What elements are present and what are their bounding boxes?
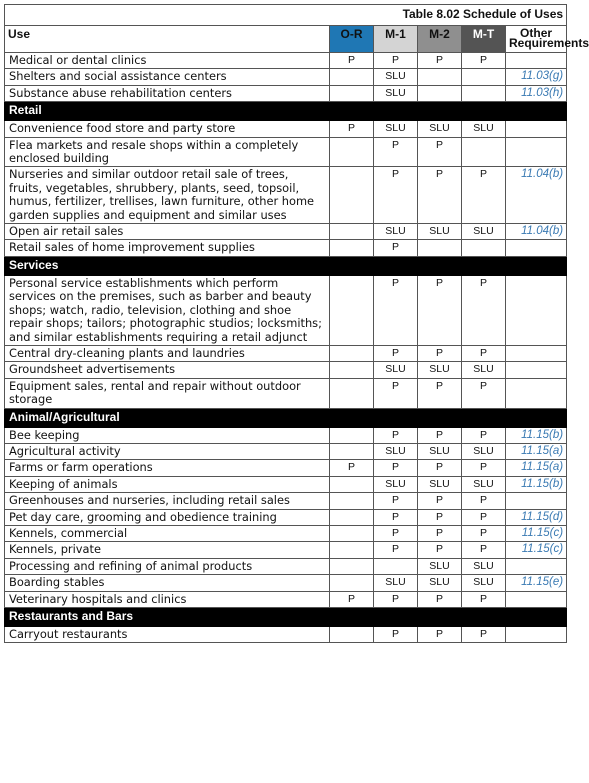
use-cell: Retail sales of home improvement supplies	[5, 240, 330, 256]
section-header-row	[5, 256, 567, 275]
or-cell	[330, 69, 374, 85]
m1-cell: P	[374, 460, 418, 476]
other-requirements-cell	[506, 275, 567, 345]
use-cell: Flea markets and resale shops within a completely enclosed building	[5, 137, 330, 167]
m2-cell	[418, 69, 462, 85]
or-cell	[330, 493, 374, 509]
m2-cell: SLU	[418, 558, 462, 574]
other-requirements-cell[interactable]: 11.15(b)	[506, 427, 567, 443]
m1-cell: P	[374, 345, 418, 361]
other-requirements-cell	[506, 53, 567, 69]
mt-cell	[462, 85, 506, 101]
column-header-row	[5, 26, 567, 53]
mt-cell: P	[462, 591, 506, 607]
or-cell: P	[330, 460, 374, 476]
or-cell: P	[330, 591, 374, 607]
header-or: O-R	[330, 26, 374, 53]
or-cell	[330, 345, 374, 361]
or-cell	[330, 509, 374, 525]
other-requirements-cell	[506, 137, 567, 167]
other-requirements-cell[interactable]: 11.15(a)	[506, 460, 567, 476]
m2-cell: P	[418, 53, 462, 69]
or-cell	[330, 542, 374, 558]
m1-cell: SLU	[374, 121, 418, 137]
other-requirements-cell	[506, 240, 567, 256]
mt-cell: SLU	[462, 224, 506, 240]
mt-cell: SLU	[462, 443, 506, 459]
use-cell: Shelters and social assistance centers	[5, 69, 330, 85]
table-row	[5, 443, 567, 459]
or-cell	[330, 224, 374, 240]
use-cell: Pet day care, grooming and obedience training	[5, 509, 330, 525]
table-row	[5, 53, 567, 69]
or-cell	[330, 167, 374, 224]
table-row	[5, 460, 567, 476]
m1-cell	[374, 558, 418, 574]
m2-cell: P	[418, 378, 462, 408]
header-other-requirements: Other Requirements	[506, 26, 567, 53]
other-requirements-cell[interactable]: 11.04(b)	[506, 224, 567, 240]
use-cell: Farms or farm operations	[5, 460, 330, 476]
table-row	[5, 362, 567, 378]
or-cell	[330, 575, 374, 591]
m2-cell: P	[418, 427, 462, 443]
table-row	[5, 558, 567, 574]
use-cell: Kennels, private	[5, 542, 330, 558]
m2-cell: SLU	[418, 362, 462, 378]
mt-cell: P	[462, 167, 506, 224]
m2-cell: P	[418, 627, 462, 643]
table-row	[5, 575, 567, 591]
table-row	[5, 476, 567, 492]
m2-cell: P	[418, 509, 462, 525]
m2-cell: P	[418, 345, 462, 361]
m2-cell: P	[418, 275, 462, 345]
m1-cell: P	[374, 591, 418, 607]
table-row	[5, 591, 567, 607]
m1-cell: P	[374, 53, 418, 69]
mt-cell: P	[462, 275, 506, 345]
m2-cell: SLU	[418, 575, 462, 591]
m1-cell: P	[374, 427, 418, 443]
use-cell: Open air retail sales	[5, 224, 330, 240]
m2-cell: P	[418, 493, 462, 509]
mt-cell: P	[462, 525, 506, 541]
m2-cell: P	[418, 591, 462, 607]
mt-cell: P	[462, 378, 506, 408]
section-label: Animal/Agricultural	[5, 408, 567, 427]
other-requirements-cell[interactable]: 11.03(h)	[506, 85, 567, 101]
table-row	[5, 121, 567, 137]
mt-cell: P	[462, 542, 506, 558]
section-header-row	[5, 608, 567, 627]
other-requirements-cell[interactable]: 11.15(d)	[506, 509, 567, 525]
table-row	[5, 167, 567, 224]
m2-cell	[418, 85, 462, 101]
other-requirements-cell[interactable]: 11.15(a)	[506, 443, 567, 459]
use-cell: Greenhouses and nurseries, including retail sales	[5, 493, 330, 509]
m2-cell: P	[418, 542, 462, 558]
m2-cell: SLU	[418, 224, 462, 240]
use-cell: Kennels, commercial	[5, 525, 330, 541]
other-requirements-cell[interactable]: 11.04(b)	[506, 167, 567, 224]
m1-cell: P	[374, 167, 418, 224]
header-m2: M-2	[418, 26, 462, 53]
or-cell	[330, 362, 374, 378]
table-body	[5, 53, 567, 643]
or-cell	[330, 427, 374, 443]
table-row	[5, 137, 567, 167]
use-cell: Substance abuse rehabilitation centers	[5, 85, 330, 101]
table-row	[5, 85, 567, 101]
use-cell: Agricultural activity	[5, 443, 330, 459]
or-cell	[330, 85, 374, 101]
mt-cell: P	[462, 627, 506, 643]
or-cell	[330, 558, 374, 574]
m2-cell: SLU	[418, 121, 462, 137]
m1-cell: P	[374, 378, 418, 408]
table-title: Table 8.02 Schedule of Uses	[5, 5, 567, 26]
other-requirements-cell	[506, 591, 567, 607]
or-cell	[330, 137, 374, 167]
other-requirements-cell	[506, 627, 567, 643]
section-header-row	[5, 102, 567, 121]
other-requirements-cell[interactable]: 11.15(c)	[506, 525, 567, 541]
or-cell: P	[330, 53, 374, 69]
or-cell: P	[330, 121, 374, 137]
other-requirements-cell	[506, 378, 567, 408]
m1-cell: P	[374, 542, 418, 558]
other-requirements-cell	[506, 362, 567, 378]
mt-cell: SLU	[462, 121, 506, 137]
other-requirements-cell	[506, 558, 567, 574]
other-requirements-cell[interactable]: 11.03(g)	[506, 69, 567, 85]
m2-cell: P	[418, 525, 462, 541]
mt-cell	[462, 69, 506, 85]
m1-cell: SLU	[374, 69, 418, 85]
table-row	[5, 275, 567, 345]
other-requirements-cell	[506, 345, 567, 361]
table-row	[5, 427, 567, 443]
or-cell	[330, 240, 374, 256]
use-cell: Central dry-cleaning plants and laundries	[5, 345, 330, 361]
mt-cell: P	[462, 53, 506, 69]
other-requirements-cell[interactable]: 11.15(c)	[506, 542, 567, 558]
or-cell	[330, 443, 374, 459]
m2-cell	[418, 240, 462, 256]
table-row	[5, 627, 567, 643]
m1-cell: P	[374, 525, 418, 541]
table-row	[5, 345, 567, 361]
m1-cell: SLU	[374, 85, 418, 101]
header-mt: M-T	[462, 26, 506, 53]
m1-cell: SLU	[374, 362, 418, 378]
m1-cell: P	[374, 240, 418, 256]
use-cell: Personal service establishments which perform services on the premises, such as barber and beauty shops; watch, radio, television, clothing and shoe repair shops; tailors; photographic studios; locksmiths; and similar establishments requiring a retail adjunct	[5, 275, 330, 345]
header-use: Use	[5, 26, 330, 53]
m2-cell: P	[418, 137, 462, 167]
mt-cell: P	[462, 427, 506, 443]
use-cell: Convenience food store and party store	[5, 121, 330, 137]
table-row	[5, 378, 567, 408]
use-cell: Carryout restaurants	[5, 627, 330, 643]
mt-cell	[462, 137, 506, 167]
m1-cell: SLU	[374, 224, 418, 240]
mt-cell: P	[462, 345, 506, 361]
use-cell: Equipment sales, rental and repair without outdoor storage	[5, 378, 330, 408]
use-cell: Processing and refining of animal products	[5, 558, 330, 574]
m1-cell: SLU	[374, 476, 418, 492]
table-row	[5, 542, 567, 558]
mt-cell	[462, 240, 506, 256]
use-cell: Medical or dental clinics	[5, 53, 330, 69]
mt-cell: P	[462, 493, 506, 509]
section-label: Services	[5, 256, 567, 275]
header-m1: M-1	[374, 26, 418, 53]
m1-cell: P	[374, 509, 418, 525]
table-row	[5, 509, 567, 525]
m1-cell: P	[374, 275, 418, 345]
section-label: Restaurants and Bars	[5, 608, 567, 627]
use-cell: Veterinary hospitals and clinics	[5, 591, 330, 607]
table-row	[5, 493, 567, 509]
section-label: Retail	[5, 102, 567, 121]
or-cell	[330, 476, 374, 492]
mt-cell: SLU	[462, 558, 506, 574]
or-cell	[330, 378, 374, 408]
use-cell: Groundsheet advertisements	[5, 362, 330, 378]
mt-cell: P	[462, 509, 506, 525]
mt-cell: SLU	[462, 362, 506, 378]
or-cell	[330, 275, 374, 345]
section-header-row	[5, 408, 567, 427]
other-requirements-cell[interactable]: 11.15(e)	[506, 575, 567, 591]
use-cell: Keeping of animals	[5, 476, 330, 492]
table-row	[5, 224, 567, 240]
m1-cell: P	[374, 137, 418, 167]
schedule-of-uses-table	[4, 4, 589, 643]
mt-cell: SLU	[462, 476, 506, 492]
m2-cell: SLU	[418, 443, 462, 459]
use-cell: Nurseries and similar outdoor retail sale of trees, fruits, vegetables, shrubbery, plants, seed, topsoil, humus, fertilizer, trellises, lawn furniture, other home garden supplies and equipment and similar uses	[5, 167, 330, 224]
m1-cell: SLU	[374, 443, 418, 459]
other-requirements-cell	[506, 493, 567, 509]
table-row	[5, 69, 567, 85]
or-cell	[330, 525, 374, 541]
use-cell: Boarding stables	[5, 575, 330, 591]
m1-cell: SLU	[374, 575, 418, 591]
m1-cell: P	[374, 627, 418, 643]
table-title-row	[5, 5, 567, 26]
use-cell: Bee keeping	[5, 427, 330, 443]
or-cell	[330, 627, 374, 643]
m2-cell: P	[418, 167, 462, 224]
other-requirements-cell	[506, 121, 567, 137]
mt-cell: P	[462, 460, 506, 476]
m1-cell: P	[374, 493, 418, 509]
table-row	[5, 240, 567, 256]
other-requirements-cell[interactable]: 11.15(b)	[506, 476, 567, 492]
table-row	[5, 525, 567, 541]
mt-cell: SLU	[462, 575, 506, 591]
m2-cell: P	[418, 460, 462, 476]
m2-cell: SLU	[418, 476, 462, 492]
